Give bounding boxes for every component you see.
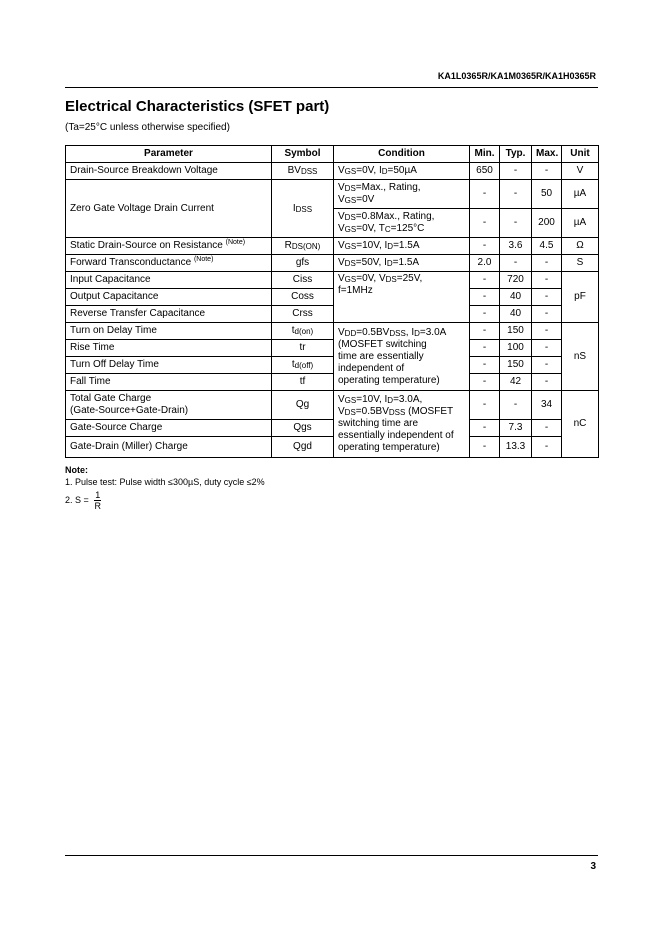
max-cell: - [532, 357, 562, 374]
symbol-cell: $BV_{DSS}$ [272, 163, 334, 180]
typ-cell: 40 [500, 306, 532, 323]
parameter-cell: Zero Gate Voltage Drain Current [66, 180, 272, 238]
note-ref: (Note) [225, 239, 246, 246]
table-row [66, 180, 599, 209]
typ-cell: 720 [500, 272, 532, 289]
parameter-cell: Reverse Transfer Capacitance [66, 306, 272, 323]
parameter-cell [66, 255, 272, 272]
parameter-cell: Gate-Drain (Miller) Charge [66, 437, 272, 458]
symbol-cell: $t_{d(off)}$ [272, 357, 334, 374]
typ-cell: 3.6 [500, 238, 532, 255]
condition-line: switching time are [338, 418, 419, 429]
condition-cell: $V_{DS}=Max$., Rating, $V_{GS}=0V$ [334, 180, 470, 209]
column-header: Condition [334, 146, 470, 163]
max-cell: 200 [532, 209, 562, 238]
table-header-row [66, 146, 599, 163]
min-cell: - [470, 357, 500, 374]
min-cell: - [470, 323, 500, 340]
symbol-cell: tf [272, 374, 334, 391]
table-row [66, 272, 599, 289]
symbol-cell: gfs [272, 255, 334, 272]
parameter-cell [66, 391, 272, 420]
section-title: Electrical Characteristics (SFET part) [65, 98, 330, 115]
page-number: 3 [590, 861, 596, 872]
condition-line: operating temperature) [338, 374, 440, 386]
condition-line: time are essentially [338, 350, 424, 362]
column-header: Parameter [66, 146, 272, 163]
condition-line: operating temperature) [338, 442, 440, 453]
max-cell: - [532, 163, 562, 180]
table-row [66, 391, 599, 420]
column-header: Min. [470, 146, 500, 163]
column-header: Symbol [272, 146, 334, 163]
parameter-label: Static Drain-Source on Resistance [70, 240, 223, 251]
min-cell: - [470, 340, 500, 357]
table-row [66, 255, 599, 272]
min-cell: - [470, 391, 500, 420]
unit-cell: µA [562, 209, 599, 238]
typ-cell: - [500, 391, 532, 420]
min-cell: - [470, 374, 500, 391]
footer-rule [65, 855, 598, 856]
parameter-cell: Output Capacitance [66, 289, 272, 306]
table-row [66, 306, 599, 323]
condition-cell: $V_{GS}=10V$, $I_D=3.0A$, $V_{DS}=0.5BV_{DSS}$ (MOSFET switching time are essentially independent of operating temperature) [334, 391, 470, 458]
max-cell: 4.5 [532, 238, 562, 255]
min-cell: - [470, 437, 500, 458]
min-cell: - [470, 289, 500, 306]
condition-cell: $V_{DD}=0.5BV_{DSS}$, $I_D=3.0A$ (MOSFET switching time are essentially independent of operating temperature) [334, 323, 470, 391]
fraction-numerator: 1 [95, 490, 101, 500]
symbol-cell: Coss [272, 289, 334, 306]
max-cell: 34 [532, 391, 562, 420]
parameter-cell [66, 238, 272, 255]
symbol-cell: tr [272, 340, 334, 357]
symbol-cell: Qgs [272, 420, 334, 437]
table-row [66, 437, 599, 458]
typ-cell: - [500, 255, 532, 272]
parameter-label: (Gate-Source+Gate-Drain) [70, 405, 189, 416]
unit-cell: Ω [562, 238, 599, 255]
parameter-cell: Drain-Source Breakdown Voltage [66, 163, 272, 180]
condition-cell: $V_{GS}=0V$, $V_{DS}=25V$, f=1MHz [334, 272, 470, 323]
table-row [66, 289, 599, 306]
fraction [94, 490, 101, 511]
condition-line: (MOSFET switching [338, 338, 427, 350]
unit-cell: pF [562, 272, 599, 323]
header-part-numbers: KA1L0365R/KA1M0365R/KA1H0365R [437, 71, 596, 81]
max-cell: - [532, 374, 562, 391]
table-row [66, 323, 599, 340]
max-cell: - [532, 437, 562, 458]
typ-cell: 100 [500, 340, 532, 357]
typ-cell: 42 [500, 374, 532, 391]
max-cell: - [532, 323, 562, 340]
max-cell: - [532, 420, 562, 437]
fraction-denominator: R [94, 501, 102, 511]
notes-section [65, 464, 265, 511]
unit-cell: nS [562, 323, 599, 391]
typ-cell: - [500, 209, 532, 238]
parameter-cell: Gate-Source Charge [66, 420, 272, 437]
max-cell: - [532, 272, 562, 289]
max-cell: - [532, 306, 562, 323]
parameter-cell: Rise Time [66, 340, 272, 357]
parameter-label: Forward Transconductance [70, 257, 192, 268]
condition-line: essentially independent of [338, 430, 454, 441]
min-cell: - [470, 238, 500, 255]
table-row [66, 238, 599, 255]
electrical-characteristics-table [65, 145, 599, 458]
unit-cell: V [562, 163, 599, 180]
condition-line: independent of [338, 362, 405, 374]
note-1: 1. Pulse test: Pulse width ≤300µS, duty cycle ≤2% [65, 477, 265, 487]
column-header: Typ. [500, 146, 532, 163]
symbol-cell: Qg [272, 391, 334, 420]
max-cell: - [532, 340, 562, 357]
min-cell: - [470, 180, 500, 209]
notes-heading: Note: [65, 465, 88, 475]
unit-cell: S [562, 255, 599, 272]
unit-cell: µA [562, 180, 599, 209]
parameter-cell: Turn on Delay Time [66, 323, 272, 340]
typ-cell: - [500, 180, 532, 209]
table-row [66, 163, 599, 180]
condition-cell: $V_{DS}=50V$, $I_D=1.5A$ [334, 255, 470, 272]
note-ref: (Note) [193, 256, 214, 263]
typ-cell: 7.3 [500, 420, 532, 437]
min-cell: - [470, 272, 500, 289]
symbol-cell: Crss [272, 306, 334, 323]
section-subtitle: (Ta=25°C unless otherwise specified) [65, 122, 230, 133]
parameter-cell: Turn Off Delay Time [66, 357, 272, 374]
symbol-cell: Ciss [272, 272, 334, 289]
symbol-cell: $t_{d(on)}$ [272, 323, 334, 340]
parameter-cell: Fall Time [66, 374, 272, 391]
min-cell: - [470, 420, 500, 437]
typ-cell: - [500, 163, 532, 180]
parameter-label: Total Gate Charge [70, 393, 152, 404]
symbol-cell: Qgd [272, 437, 334, 458]
typ-cell: 150 [500, 323, 532, 340]
column-header: Unit [562, 146, 599, 163]
min-cell: 2.0 [470, 255, 500, 272]
table-row [66, 420, 599, 437]
min-cell: - [470, 209, 500, 238]
symbol-cell: $I_{DSS}$ [272, 180, 334, 238]
typ-cell: 13.3 [500, 437, 532, 458]
condition-cell: $V_{GS}=10V$, $I_D=1.5A$ [334, 238, 470, 255]
max-cell: 50 [532, 180, 562, 209]
column-header: Max. [532, 146, 562, 163]
max-cell: - [532, 255, 562, 272]
max-cell: - [532, 289, 562, 306]
min-cell: 650 [470, 163, 500, 180]
condition-cell: $V_{GS}=0V$, $I_D=50\mu A$ [334, 163, 470, 180]
typ-cell: 150 [500, 357, 532, 374]
unit-cell: nC [562, 391, 599, 458]
note-2 [65, 490, 265, 511]
min-cell: - [470, 306, 500, 323]
table-row [66, 340, 599, 357]
parameter-cell: Input Capacitance [66, 272, 272, 289]
table-row [66, 357, 599, 374]
table-row [66, 374, 599, 391]
typ-cell: 40 [500, 289, 532, 306]
symbol-cell: $R_{DS(ON)}$ [272, 238, 334, 255]
condition-cell: $V_{DS}=0.8Max$., Rating, $V_{GS}=0V$, $T_C=125^\circ C$ [334, 209, 470, 238]
note-2-prefix: 2. S = [65, 494, 89, 505]
header-rule [65, 87, 598, 88]
